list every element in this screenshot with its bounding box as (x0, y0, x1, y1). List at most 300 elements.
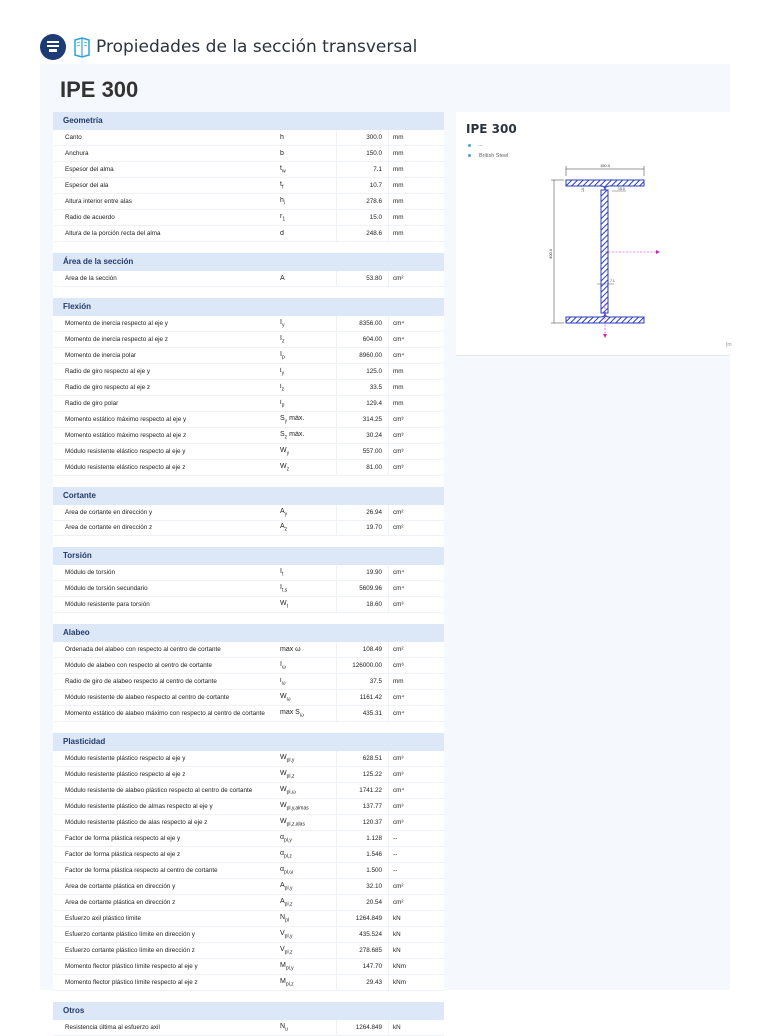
height-label: 300.0 (548, 248, 553, 260)
symbol-subscript: pl,z (285, 981, 294, 988)
card-title: IPE 300 (466, 122, 517, 136)
table-row (53, 194, 444, 210)
table-row (53, 642, 444, 658)
section-spacer (53, 722, 444, 733)
table-row (53, 565, 444, 581)
table-row (53, 226, 444, 242)
table-row (53, 130, 444, 146)
symbol-main: I (280, 334, 282, 342)
y-axis-arrow-icon (656, 250, 660, 254)
property-value: 248.6 (336, 226, 389, 241)
symbol-subscript: z (286, 466, 290, 473)
symbol-subscript: pl,ω (284, 869, 294, 876)
symbol-subscript: pl,y (286, 757, 295, 764)
section-header: Cortante (53, 487, 444, 505)
section-spacer (53, 613, 444, 624)
symbol-subscript: ω (281, 680, 286, 687)
symbol-main: W (280, 817, 287, 825)
symbol-main: I (280, 583, 282, 591)
section-spacer (53, 536, 444, 547)
property-symbol (280, 882, 336, 891)
property-symbol (280, 930, 336, 939)
symbol-main: W (280, 599, 287, 607)
property-symbol (280, 754, 336, 763)
symbol-main: r (280, 212, 283, 220)
table-row (53, 412, 444, 428)
dlubal-logo-icon (40, 34, 66, 60)
table-row (53, 505, 444, 521)
property-value: 20.54 (336, 895, 389, 910)
section-header: Plasticidad (53, 733, 444, 751)
table-row (53, 706, 444, 722)
web-label: 7.1 (610, 279, 615, 283)
property-value: 1.546 (336, 847, 389, 862)
property-description: Factor de forma plástica respecto al centro de cortante (65, 867, 218, 874)
section-header: Alabeo (53, 624, 444, 642)
property-unit: cm⁴ (393, 352, 405, 359)
symbol-main: α (280, 833, 285, 841)
symbol-subscript: ω (281, 664, 286, 671)
symbol-subscript: pl,z (284, 901, 293, 908)
property-value: 33.5 (336, 380, 389, 395)
symbol-main: V (280, 929, 285, 937)
property-value: 7.1 (336, 162, 389, 177)
card-bullet: British Steel (468, 153, 508, 159)
edge-text: [m (726, 342, 732, 348)
property-description: Espesor del ala (65, 182, 109, 189)
property-description: Módulo de torsión secundario (65, 585, 148, 592)
property-value: 150.0 (336, 146, 389, 161)
property-unit: -- (393, 835, 398, 842)
property-symbol (280, 134, 336, 141)
property-unit: cm⁴ (393, 694, 405, 701)
symbol-main: d (280, 230, 284, 237)
property-symbol (280, 802, 336, 811)
property-symbol (280, 661, 336, 670)
property-description: Factor de forma plástica respecto al eje y (65, 835, 181, 842)
card-bullet: -- (468, 143, 483, 149)
property-value: 628.51 (336, 751, 389, 766)
property-symbol (280, 646, 336, 653)
property-symbol (280, 946, 336, 955)
property-value: 129.4 (336, 396, 389, 411)
symbol-subscript: y (284, 418, 288, 425)
table-row (53, 815, 444, 831)
table-row (53, 1020, 444, 1036)
symbol-subscript: pl,y (284, 837, 292, 844)
symbol-subscript: z (281, 338, 285, 345)
property-description: Radio de giro de alabeo respecto al centro de cortante (65, 678, 217, 685)
property-unit: cm³ (393, 819, 404, 826)
property-description: Área de cortante plástica en dirección y (65, 883, 176, 890)
property-symbol (280, 584, 336, 593)
property-symbol (280, 786, 336, 795)
table-row (53, 521, 444, 537)
symbol-subscript: y (286, 450, 290, 457)
property-value: 26.94 (336, 505, 389, 520)
symbol-main: W (280, 769, 287, 777)
symbol-main: max S (280, 708, 300, 716)
symbol-main: h (280, 134, 284, 141)
property-value: 126000.00 (336, 658, 389, 673)
property-description: Módulo resistente de alabeo plástico respecto al centro de cortante (65, 787, 253, 794)
symbol-main: t (280, 164, 282, 172)
symbol-main: W (280, 785, 287, 793)
symbol-subscript: ω (286, 696, 291, 703)
symbol-subscript: pl,y (285, 965, 294, 972)
property-description: Momento flector plástico límite respecto al eje z (65, 979, 198, 986)
symbol-subscript: pl,z (284, 853, 292, 860)
symbol-main: i (280, 398, 282, 406)
symbol-main: N (280, 913, 286, 921)
property-symbol (280, 770, 336, 779)
property-description: Módulo resistente elástico respecto al eje y (65, 448, 186, 455)
property-description: Ordenada del alabeo con respecto al centro de cortante (65, 646, 221, 653)
property-symbol (280, 1023, 336, 1032)
symbol-subscript: t,s (281, 587, 288, 594)
table-row (53, 927, 444, 943)
property-description: Radio de giro polar (65, 400, 119, 407)
property-symbol (280, 415, 336, 424)
property-unit: cm² (393, 646, 404, 653)
property-description: Momento estático máximo respecto al eje y (65, 416, 187, 423)
property-description: Resistencia última al esfuerzo axil (65, 1024, 160, 1031)
property-value: 435.31 (336, 706, 389, 721)
symbol-main: A (280, 523, 285, 531)
property-value: 108.49 (336, 642, 389, 657)
property-description: Momento de inercia respecto al eje y (65, 320, 168, 327)
property-description: Altura de la porción recta del alma (65, 230, 161, 237)
property-unit: kN (393, 931, 401, 938)
property-description: Esfuerzo cortante plástico límite en dirección y (65, 931, 195, 938)
property-symbol (280, 181, 336, 190)
property-unit: kN (393, 1024, 401, 1031)
bullet-icon (468, 144, 471, 147)
property-value: 10.7 (336, 178, 389, 193)
symbol-subscript: pl,y,almas (286, 805, 309, 812)
property-symbol (280, 213, 336, 222)
property-unit: mm (393, 384, 404, 391)
property-description: Esfuerzo cortante plástico límite en dirección z (65, 947, 195, 954)
table-row (53, 799, 444, 815)
property-symbol (280, 463, 336, 472)
symbol-subscript: pl,z,alas (286, 821, 305, 828)
property-value: 557.00 (336, 444, 389, 459)
section-spacer (53, 242, 444, 253)
property-symbol (280, 978, 336, 987)
property-unit: cm⁶ (393, 662, 404, 669)
property-symbol (280, 962, 336, 971)
property-symbol (280, 351, 336, 360)
symbol-subscript: pl,y (284, 885, 293, 892)
symbol-main: W (280, 692, 287, 700)
property-symbol (280, 866, 336, 875)
property-symbol (280, 818, 336, 827)
property-description: Radio de giro respecto al eje y (65, 368, 151, 375)
table-row (53, 959, 444, 975)
property-unit: cm² (393, 899, 404, 906)
property-unit: mm (393, 368, 404, 375)
property-description: Anchura (65, 150, 89, 157)
page-title: Propiedades de la sección transversal (96, 37, 418, 57)
symbol-main: I (280, 318, 282, 326)
section-header: Área de la sección (53, 253, 444, 271)
property-unit: mm (393, 150, 404, 157)
property-value: 278.685 (336, 943, 389, 958)
symbol-subscript: z (284, 526, 288, 533)
property-symbol (280, 275, 336, 282)
property-description: Canto (65, 134, 82, 141)
property-value: 53.80 (336, 271, 389, 286)
table-row (53, 658, 444, 674)
table-row (53, 597, 444, 613)
width-label: 150.0 (599, 163, 611, 168)
table-row (53, 690, 444, 706)
property-symbol (280, 399, 336, 408)
table-row (53, 428, 444, 444)
property-unit: mm (393, 230, 404, 237)
symbol-subscript: i (283, 200, 286, 207)
property-value: 300.0 (336, 130, 389, 145)
property-unit: cm³ (393, 755, 404, 762)
property-value: 147.70 (336, 959, 389, 974)
property-value: 125.0 (336, 364, 389, 379)
property-unit: cm² (393, 524, 404, 532)
table-row (53, 863, 444, 879)
symbol-subscript: f (281, 184, 284, 191)
symbol-suffix: máx. (287, 414, 305, 422)
property-value: 8960.00 (336, 348, 389, 363)
property-description: Espesor del alma (65, 166, 114, 173)
property-symbol (280, 335, 336, 344)
property-value: 1.128 (336, 831, 389, 846)
property-symbol (280, 677, 336, 686)
property-description: Área de cortante en dirección y (65, 508, 153, 516)
symbol-subscript: pl (285, 917, 289, 924)
property-description: Momento de inercia respecto al eje z (65, 336, 168, 343)
symbol-subscript: pl,z (284, 949, 293, 956)
property-symbol (280, 367, 336, 376)
property-symbol (280, 600, 336, 609)
property-description: Módulo resistente plástico de alas respecto al eje z (65, 819, 208, 826)
table-row (53, 975, 444, 991)
symbol-suffix: máx. (287, 430, 305, 438)
section-spacer (53, 991, 444, 1002)
property-description: Factor de forma plástica respecto al eje z (65, 851, 181, 858)
property-unit: cm³ (393, 448, 404, 455)
property-unit: cm² (393, 883, 404, 890)
property-value: 435.524 (336, 927, 389, 942)
property-unit: cm⁴ (393, 710, 405, 717)
property-description: Momento estático máximo respecto al eje z (65, 432, 187, 439)
property-description: Área de cortante plástica en dirección z (65, 899, 176, 906)
symbol-subscript: ω (299, 712, 304, 719)
table-row (53, 847, 444, 863)
property-unit: cm³ (393, 416, 404, 423)
symbol-main: W (280, 801, 287, 809)
property-symbol (280, 898, 336, 907)
property-value: 314.25 (336, 412, 389, 427)
property-description: Radio de giro respecto al eje z (65, 384, 151, 391)
table-row (53, 674, 444, 690)
property-unit: mm (393, 166, 404, 173)
property-value: 15.0 (336, 210, 389, 225)
symbol-main: I (280, 660, 282, 668)
property-value: 1161.42 (336, 690, 389, 705)
property-unit: mm (393, 400, 404, 407)
symbol-main: I (280, 567, 282, 575)
property-description: Área de cortante en dirección z (65, 524, 153, 532)
section-header: Geometría (53, 112, 444, 130)
table-row (53, 767, 444, 783)
properties-table (53, 112, 444, 1036)
property-unit: kN (393, 915, 401, 922)
symbol-subscript: z (281, 386, 285, 393)
section-drawing (546, 160, 666, 345)
property-unit: cm⁴ (393, 320, 405, 327)
symbol-main: V (280, 945, 285, 953)
property-value: 604.00 (336, 332, 389, 347)
symbol-subscript: t (286, 603, 288, 610)
symbol-subscript: y (284, 510, 288, 517)
property-value: 30.24 (336, 428, 389, 443)
symbol-subscript: t (281, 571, 284, 578)
property-symbol (280, 150, 336, 157)
property-symbol (280, 523, 336, 532)
section-spacer (53, 287, 444, 298)
section-header: Torsión (53, 547, 444, 565)
property-symbol (280, 693, 336, 702)
symbol-subscript: pl,ω (286, 789, 296, 796)
symbol-main: S (280, 430, 285, 438)
property-description: Momento estático de alabeo máximo con respecto al centro de cortante (65, 710, 265, 717)
table-row (53, 332, 444, 348)
property-value: 1264.849 (336, 1020, 389, 1035)
property-symbol (280, 568, 336, 577)
property-value: 120.37 (336, 815, 389, 830)
symbol-subscript: w (281, 168, 286, 175)
property-description: Módulo resistente para torsión (65, 601, 150, 608)
property-description: Área de la sección (65, 275, 117, 282)
property-symbol (280, 850, 336, 859)
property-unit: -- (393, 851, 398, 858)
symbol-main: I (280, 350, 282, 358)
property-description: Módulo resistente plástico de almas respecto al eje y (65, 803, 213, 810)
table-row (53, 444, 444, 460)
property-unit: mm (393, 182, 404, 189)
symbol-subscript: pl,y (284, 933, 293, 940)
table-row (53, 178, 444, 194)
table-row (53, 879, 444, 895)
symbol-subscript: p (281, 402, 285, 409)
property-symbol (280, 230, 336, 237)
symbol-subscript: y (281, 370, 285, 377)
property-unit: cm² (393, 508, 404, 516)
property-symbol (280, 709, 336, 718)
flange-label: 10.7 (581, 185, 585, 192)
symbol-main: A (280, 897, 285, 905)
symbol-main: A (280, 275, 285, 282)
property-description: Módulo de alabeo con respecto al centro de cortante (65, 662, 213, 669)
table-row (53, 751, 444, 767)
property-description: Momento flector plástico límite respecto al eje y (65, 963, 198, 970)
property-value: 18.60 (336, 597, 389, 612)
property-description: Módulo resistente de alabeo respecto al centro de cortante (65, 694, 230, 701)
symbol-subscript: y (281, 322, 285, 329)
table-row (53, 364, 444, 380)
property-unit: cm⁴ (393, 336, 405, 343)
property-unit: cm⁴ (393, 787, 405, 794)
symbol-subscript: pl,z (286, 773, 295, 780)
property-value: 125.22 (336, 767, 389, 782)
table-row (53, 943, 444, 959)
symbol-main: i (280, 676, 282, 684)
symbol-subscript: u (285, 1026, 288, 1033)
property-unit: cm³ (393, 771, 404, 778)
symbol-main: A (280, 507, 285, 515)
profile-title: IPE 300 (60, 77, 139, 102)
property-value: 29.43 (336, 975, 389, 990)
property-unit: mm (393, 134, 404, 141)
property-value: 1264.849 (336, 911, 389, 926)
property-symbol (280, 447, 336, 456)
symbol-main: α (280, 849, 285, 857)
table-row (53, 895, 444, 911)
symbol-main: i (280, 382, 282, 390)
property-symbol (280, 914, 336, 923)
symbol-main: max ω (280, 646, 301, 653)
symbol-main: S (280, 414, 285, 422)
symbol-main: M (280, 977, 286, 985)
property-description: Módulo resistente plástico respecto al eje z (65, 771, 186, 778)
property-unit: mm (393, 214, 404, 221)
property-unit: cm³ (393, 803, 404, 810)
property-symbol (280, 197, 336, 206)
property-value: 19.70 (336, 521, 389, 536)
symbol-main: b (280, 150, 284, 157)
table-row (53, 581, 444, 597)
symbol-subscript: 1 (282, 216, 286, 223)
property-value: 5609.96 (336, 581, 389, 596)
property-unit: mm (393, 678, 404, 685)
property-symbol (280, 431, 336, 440)
property-unit: cm⁴ (393, 569, 405, 576)
section-header: Otros (53, 1002, 444, 1020)
table-row (53, 210, 444, 226)
symbol-subscript: p (281, 354, 285, 361)
table-row (53, 396, 444, 412)
property-unit: kN (393, 947, 401, 954)
property-value: 278.6 (336, 194, 389, 209)
symbol-main: N (280, 1022, 286, 1030)
property-description: Módulo resistente plástico respecto al eje y (65, 755, 186, 762)
property-symbol (280, 319, 336, 328)
symbol-main: α (280, 865, 285, 873)
table-row (53, 271, 444, 287)
property-description: Radio de acuerdo (65, 214, 115, 221)
page-header (40, 34, 417, 60)
table-row (53, 162, 444, 178)
property-description: Momento de inercia polar (65, 352, 137, 359)
symbol-main: A (280, 881, 285, 889)
property-unit: cm³ (393, 432, 404, 439)
property-value: 1.500 (336, 863, 389, 878)
symbol-main: h (280, 196, 284, 204)
property-unit: kNm (393, 979, 406, 986)
property-unit: kNm (393, 963, 406, 970)
property-unit: cm⁴ (393, 585, 405, 592)
symbol-main: M (280, 961, 286, 969)
